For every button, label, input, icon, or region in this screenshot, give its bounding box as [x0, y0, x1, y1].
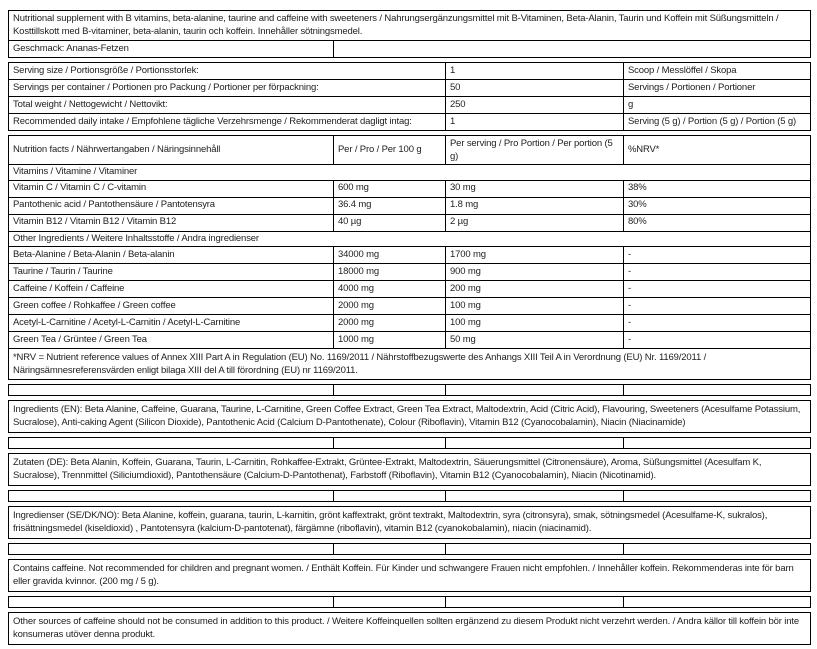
info-row-unit: Servings / Portionen / Portioner: [624, 80, 811, 97]
info-row-label: Recommended daily intake / Empfohlene tägliche Verzehrsmenge / Rekommenderat dagligt intag:: [9, 114, 446, 131]
spacer-cell: [446, 438, 624, 449]
nutrient-name: Caffeine / Koffein / Caffeine: [9, 281, 334, 298]
nutrient-per100: 1000 mg: [334, 332, 446, 349]
nutrient-per-serving: 50 mg: [446, 332, 624, 349]
nutrient-nrv: 30%: [624, 198, 811, 215]
spacer-cell: [334, 491, 446, 502]
spacer-cell: [334, 385, 446, 396]
ingredients-se-paragraph: Ingredienser (SE/DK/NO): Beta Alanine, koffein, guarana, taurin, L-karnitin, grönt kaffextrakt, grönt textrakt, Maltodextrin, syra (citronsyra), smak, sötningsmedel (Acesulfame-K, sukralos), frisättningsmedel (kiseldioxid) , Pantotensyra (kalcium-D-pantotenat), färgämne (riboflavin), vitamin B12 (cyanokobalamin), niacin (niacinamid).: [8, 506, 811, 539]
spacer-cell: [9, 491, 334, 502]
nutrient-per100: 18000 mg: [334, 264, 446, 281]
spacer-cell: [624, 544, 811, 555]
nutrition-header-name: Nutrition facts / Nährwertangaben / Näringsinnehåll: [9, 136, 334, 165]
product-description: Nutritional supplement with B vitamins, beta-alanine, taurine and caffeine with sweeteners / Nahrungsergänzungsmittel mit B-Vitaminen, Beta-Alanin, Taurin und Koffein mit Süßungsmitteln / Kosttillskott med B-vitaminer, beta-alanin, taurin och koffein. Innehåller sötningsmedel.: [9, 11, 811, 41]
caffeine-warning-paragraph: Contains caffeine. Not recommended for children and pregnant women. / Enthält Koffein. Für Kinder und schwangere Frauen nicht empfohlen. / Innehåller koffein. Rekommenderas inte för barn eller gravida kvinnor. (200 mg / 5 g).: [8, 559, 811, 592]
nutrient-name: Green coffee / Rohkaffee / Green coffee: [9, 298, 334, 315]
nutrient-nrv: -: [624, 247, 811, 264]
nutrient-nrv: -: [624, 298, 811, 315]
spacer-cell: [9, 385, 334, 396]
nutrient-per100: 4000 mg: [334, 281, 446, 298]
nutrient-name: Taurine / Taurin / Taurine: [9, 264, 334, 281]
spacer-cell: [446, 491, 624, 502]
info-row-value: 50: [446, 80, 624, 97]
flavor-value: [334, 41, 811, 58]
nutrition-header-nrv: %NRV*: [624, 136, 811, 165]
description-table: [8, 10, 811, 58]
info-row-unit: g: [624, 97, 811, 114]
info-row-label: Servings per container / Portionen pro Packung / Portioner per förpackning:: [9, 80, 446, 97]
spacer-cell: [446, 385, 624, 396]
nutrient-nrv: -: [624, 315, 811, 332]
nutrient-per-serving: 100 mg: [446, 315, 624, 332]
info-row-value: 1: [446, 114, 624, 131]
nutrient-name: Vitamin C / Vitamin C / C-vitamin: [9, 181, 334, 198]
ingredients-de-paragraph: Zutaten (DE): Beta Alanin, Koffein, Guarana, Taurin, L-Carnitin, Rohkaffee-Extrakt, Grüntee-Extrakt, Maltodextrin, Säuerungsmittel (Citronensäure), Aroma, Süßungsmittel (Acesulfam K, Sucralose), Trennmittel (Siliciumdioxid), Pantothensäure (Calcium-D-Pantothenat), Farbstoff (Riboflavin), Vitamin B12 (Cyanocobalamin), Niacin (Nicotinamid).: [8, 453, 811, 486]
spacer-cell: [334, 597, 446, 608]
nutrition-facts-table: [8, 135, 811, 380]
info-row-label: Serving size / Portionsgröße / Portionsstorlek:: [9, 63, 446, 80]
vitamins-section-title: Vitamins / Vitamine / Vitaminer: [9, 165, 811, 181]
nutrition-header-per-serving: Per serving / Pro Portion / Per portion (5 g): [446, 136, 624, 165]
spacer-cell: [624, 491, 811, 502]
nutrient-per-serving: 30 mg: [446, 181, 624, 198]
nutrition-label-sheet: [8, 10, 811, 649]
info-row-label: Total weight / Nettogewicht / Nettovikt:: [9, 97, 446, 114]
nutrient-per100: 2000 mg: [334, 315, 446, 332]
nutrient-per100: 36.4 mg: [334, 198, 446, 215]
nutrient-per-serving: 2 µg: [446, 215, 624, 232]
nutrient-nrv: 80%: [624, 215, 811, 232]
spacer-cell: [334, 544, 446, 555]
nutrient-name: Beta-Alanine / Beta-Alanin / Beta-alanin: [9, 247, 334, 264]
nutrient-per-serving: 1.8 mg: [446, 198, 624, 215]
nutrient-per100: 2000 mg: [334, 298, 446, 315]
spacer-row: [8, 384, 811, 396]
nutrient-per-serving: 200 mg: [446, 281, 624, 298]
nutrient-nrv: -: [624, 264, 811, 281]
info-row-value: 1: [446, 63, 624, 80]
nutrient-per-serving: 1700 mg: [446, 247, 624, 264]
spacer-cell: [624, 385, 811, 396]
info-row-unit: Scoop / Messlöffel / Skopa: [624, 63, 811, 80]
spacer-cell: [446, 597, 624, 608]
other-ingredients-section-title: Other Ingredients / Weitere Inhaltsstoffe / Andra ingredienser: [9, 232, 811, 248]
nutrient-name: Acetyl-L-Carnitine / Acetyl-L-Carnitin / Acetyl-L-Carnitine: [9, 315, 334, 332]
nutrient-name: Green Tea / Grüntee / Green Tea: [9, 332, 334, 349]
spacer-row: [8, 596, 811, 608]
ingredients-en-paragraph: Ingredients (EN): Beta Alanine, Caffeine, Guarana, Taurine, L-Carnitine, Green Coffee Extract, Green Tea Extract, Maltodextrin, Acid (Citric Acid), Flavouring, Sweeteners (Acesulfame Potassium, Sucralose), Anti-caking Agent (Silicon Dioxide), Pantothenic Acid (Calcium D-Pantothenate), Colour (Riboflavin), Vitamin B12 (Cyanocobalamin), Niacin (Niacinamide): [8, 400, 811, 433]
nutrient-nrv: 38%: [624, 181, 811, 198]
spacer-row: [8, 490, 811, 502]
nutrient-name: Pantothenic acid / Pantothensäure / Pantotensyra: [9, 198, 334, 215]
nutrient-per100: 34000 mg: [334, 247, 446, 264]
spacer-row: [8, 437, 811, 449]
spacer-cell: [334, 438, 446, 449]
nutrient-per-serving: 900 mg: [446, 264, 624, 281]
nrv-footnote: *NRV = Nutrient reference values of Annex XIII Part A in Regulation (EU) No. 1169/2011 / Nährstoffbezugswerte des Anhangs XIII Teil A in Verordnung (EU) Nr. 1169/2011 / Näringsämnesreferensvärden enligt bilaga XIII del A till förordning (EU) nr 1169/2011.: [9, 349, 811, 380]
spacer-cell: [446, 544, 624, 555]
caffeine-other-sources-paragraph: Other sources of caffeine should not be consumed in addition to this product. / Weitere Koffeinquellen sollten ergänzend zu diesem Produkt nicht verzehrt werden. / Andra källor till koffein bör inte konsumeras utöver denna produkt.: [8, 612, 811, 645]
flavor-label: Geschmack: Ananas-Fetzen: [9, 41, 334, 58]
spacer-cell: [624, 438, 811, 449]
serving-info-table: [8, 62, 811, 131]
spacer-cell: [9, 438, 334, 449]
info-row-value: 250: [446, 97, 624, 114]
nutrient-per100: 40 µg: [334, 215, 446, 232]
nutrient-per-serving: 100 mg: [446, 298, 624, 315]
spacer-cell: [9, 597, 334, 608]
spacer-cell: [9, 544, 334, 555]
info-row-unit: Serving (5 g) / Portion (5 g) / Portion (5 g): [624, 114, 811, 131]
spacer-cell: [624, 597, 811, 608]
nutrient-per100: 600 mg: [334, 181, 446, 198]
nutrient-nrv: -: [624, 332, 811, 349]
nutrition-header-per100: Per / Pro / Per 100 g: [334, 136, 446, 165]
spacer-row: [8, 543, 811, 555]
nutrient-name: Vitamin B12 / Vitamin B12 / Vitamin B12: [9, 215, 334, 232]
nutrient-nrv: -: [624, 281, 811, 298]
